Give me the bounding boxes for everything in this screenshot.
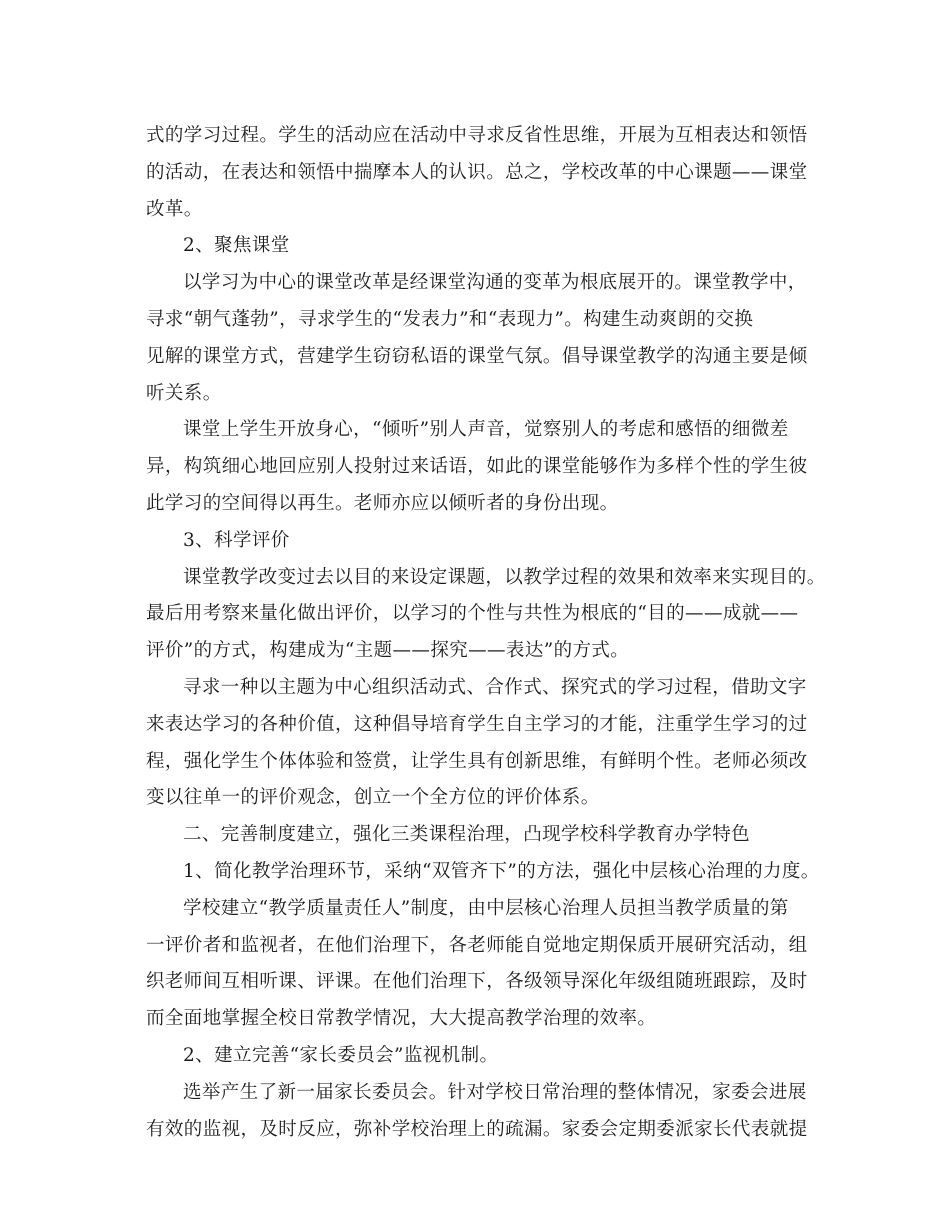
text-line: 二、完善制度建立，强化三类课程治理，凸现学校科学教育办学特色 bbox=[183, 824, 751, 846]
document-body bbox=[146, 118, 826, 1148]
text-line: 有效的监视，及时反应，弥补学校治理上的疏漏。家委会定期委派家长代表就提 bbox=[146, 1118, 808, 1140]
text-line: 的活动，在表达和领悟中揣摩本人的认识。总之，学校改革的中心课题——课堂 bbox=[146, 161, 808, 183]
text-line: 见解的课堂方式，营建学生窃窃私语的课堂气氛。倡导课堂教学的沟通主要是倾 bbox=[146, 345, 808, 367]
text-line: 3、科学评价 bbox=[183, 529, 290, 551]
text-line: 学校建立“教学质量责任人”制度，由中层核心治理人员担当教学质量的第 bbox=[183, 897, 789, 919]
text-line: 改革。 bbox=[146, 198, 203, 220]
text-line: 而全面地掌握全校日常教学情况，大大提高教学治理的效率。 bbox=[146, 1008, 657, 1030]
text-line: 课堂上学生开放身心，“倾听”别人声音，觉察别人的考虑和感悟的细微差 bbox=[183, 419, 789, 441]
text-line: 1、简化教学治理环节，采纳“双管齐下”的方法，强化中层核心治理的力度。 bbox=[183, 860, 820, 882]
text-line: 变以往单一的评价观念，创立一个全方位的评价体系。 bbox=[146, 787, 600, 809]
text-line: 异，构筑细心地回应别人投射过来话语，如此的课堂能够作为多样个性的学生彼 bbox=[146, 456, 808, 478]
text-line: 来表达学习的各种价值，这种倡导培育学生自主学习的才能，注重学生学习的过 bbox=[146, 713, 808, 735]
text-line: 最后用考察来量化做出评价，以学习的个性与共性为根底的“目的——成就—— bbox=[146, 603, 799, 625]
text-line: 寻求“朝气蓬勃”，寻求学生的“发表力”和“表现力”。构建生动爽朗的交换 bbox=[146, 308, 754, 330]
text-line: 以学习为中心的课堂改革是经课堂沟通的变革为根底展开的。课堂教学中， bbox=[183, 272, 807, 294]
text-line: 2、聚焦课堂 bbox=[183, 235, 290, 257]
text-line: 选举产生了新一届家长委员会。针对学校日常治理的整体情况，家委会进展 bbox=[183, 1081, 807, 1103]
text-line: 式的学习过程。学生的活动应在活动中寻求反省性思维，开展为互相表达和领悟 bbox=[146, 125, 808, 146]
text-line: 课堂教学改变过去以目的来设定课题，以教学过程的效果和效率来实现目的。 bbox=[183, 566, 826, 588]
text-line: 2、建立完善“家长委员会”监视机制。 bbox=[183, 1044, 499, 1066]
text-line: 听关系。 bbox=[146, 382, 222, 404]
text-line: 一评价者和监视者，在他们治理下，各老师能自觉地定期保质开展研究活动，组 bbox=[146, 934, 808, 956]
text-line: 程，强化学生个体体验和签赏，让学生具有创新思维，有鲜明个性。老师必须改 bbox=[146, 750, 808, 772]
text-line: 评价”的方式，构建成为“主题——探究——表达”的方式。 bbox=[146, 640, 630, 662]
text-line: 寻求一种以主题为中心组织活动式、合作式、探究式的学习过程，借助文字 bbox=[183, 676, 807, 698]
text-line: 织老师间互相听课、评课。在他们治理下，各级领导深化年级组随班跟踪，及时 bbox=[146, 971, 808, 993]
text-line: 此学习的空间得以再生。老师亦应以倾听者的身份出现。 bbox=[146, 492, 619, 514]
